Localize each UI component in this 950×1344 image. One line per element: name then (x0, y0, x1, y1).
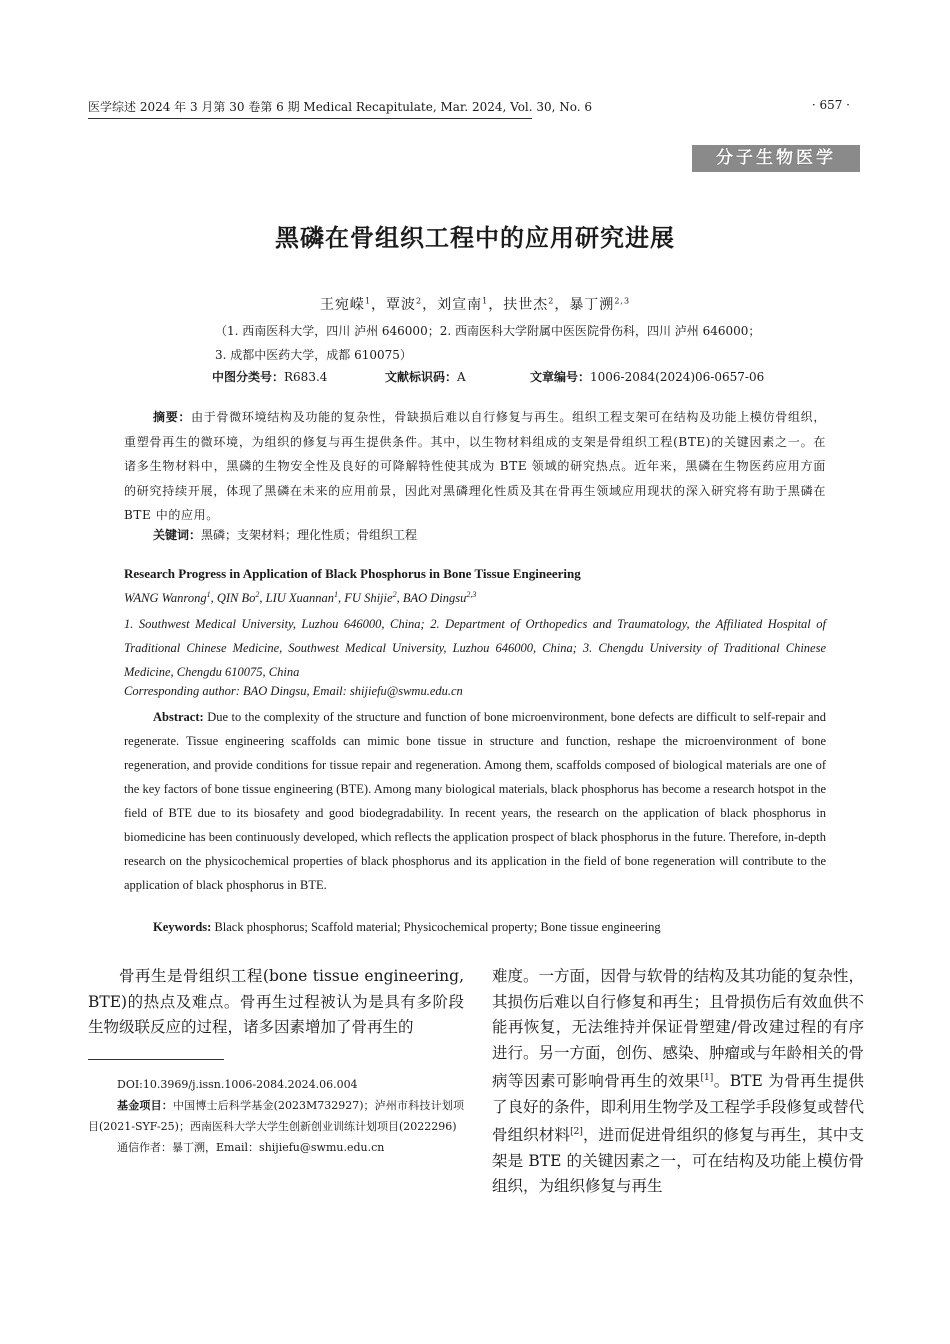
english-author-affiliation-mark: 1 (334, 590, 339, 599)
author-affiliation-mark: 2 (416, 296, 423, 306)
author-affiliation-mark: 2 (548, 296, 555, 306)
abstract-chinese-label: 摘要： (153, 410, 192, 424)
author-separator: ， (371, 297, 387, 313)
author-separator: ， (422, 297, 438, 313)
section-badge: 分子生物医学 (692, 145, 860, 172)
abstract-english-text: Due to the complexity of the structure and function of bone microenvironment, bone defects are difficult to self-repair and regenerate. Tissue engineering scaffolds can mimic bone tissue in structure and function, reshape the microenvironment of bone regeneration, and provide conditions for tissue repair and regeneration. Among them, scaffolds composed of biological materials are one of the key factors of bone tissue engineering (BTE). Among many biological materials, black phosphorus has become a research hotspot in the field of BTE due to its biosafety and good biodegradability. In recent years, the research on the application of black phosphorus in biomedicine has been continuously developed, which reflects the application prospect of black phosphorus in the future. Therefore, in-depth research on the physicochemical properties of black phosphorus and its application in the field of bone regeneration will contribute to the application of black phosphorus in BTE. (124, 710, 827, 892)
footnote-divider (88, 1059, 224, 1060)
document-code (385, 368, 466, 385)
author-name: 刘宣南 (437, 297, 483, 313)
abstract-chinese-text: 由于骨微环境结构及功能的复杂性，骨缺损后难以自行修复与再生。组织工程支架可在结构及功能上模仿骨组织，重塑骨再生的微环境，为组织的修复与再生提供条件。其中，以生物材料组成的支架是骨组织工程(BTE)的关键因素之一。在诸多生物材料中，黑磷的生物安全性及良好的可降解特性使其成为 BTE 领域的研究热点。近年来，黑磷在生物医药应用方面的研究持续开展，体现了黑磷在未来的应用前景，因此对黑磷理化性质及其在骨再生领域应用现状的深入研究将有助于黑磷在 BTE 中的应用。 (124, 410, 826, 522)
author-name: 暴丁溯 (569, 297, 615, 313)
clc-value: R683.4 (284, 370, 328, 384)
english-author-affiliation-mark: 2 (392, 590, 397, 599)
keywords-english-text: Black phosphorus; Scaffold material; Physicochemical property; Bone tissue engineering (214, 920, 661, 934)
english-author-name: WANG Wanrong (124, 591, 207, 606)
english-author-list (124, 590, 476, 606)
english-author-affiliation-mark: 1 (206, 590, 211, 599)
keywords-english-label: Keywords: (153, 920, 212, 934)
article-number-label: 文章编号： (530, 370, 591, 384)
keywords-chinese (153, 526, 417, 543)
body-text-right-column (492, 964, 864, 1200)
doi-footnote: DOI:10.3969/j.issn.1006-2084.2024.06.004 (117, 1078, 358, 1091)
english-affiliation: 1. Southwest Medical University, Luzhou 646000, China; 2. Department of Orthopedics and Traumatology, the Affiliated Hospital of Traditional Chinese Medicine, Southwest Medical University, Luzhou 646000, China; 3. Chengdu University of Traditional Chinese Medicine, Chengdu 610075, China (124, 617, 826, 679)
english-title: Research Progress in Application of Black Phosphorus in Bone Tissue Engineering (124, 566, 581, 581)
affiliation-line: （1. 西南医科大学，四川 泸州 646000；2. 西南医科大学附属中医医院骨伤科，四川 泸州 646000； (215, 324, 761, 338)
abstract-chinese (124, 405, 826, 528)
english-author-separator: , (259, 591, 266, 606)
article-number-value: 1006-2084(2024)06-0657-06 (590, 370, 765, 384)
author-affiliation-mark: 1 (482, 296, 489, 306)
body-text-segment: ，进而促进骨组织的修复与再生，其中支架是 BTE 的关键因素之一，可在结构及功能上模仿骨组织，为组织修复与再生 (492, 1126, 864, 1196)
abstract-english-label: Abstract: (153, 710, 204, 724)
english-author-affiliation-mark: 2,3 (466, 590, 477, 599)
document-code-value: A (457, 370, 466, 384)
english-author-separator: , (210, 591, 217, 606)
clc-number (212, 368, 327, 385)
funding-footnote (88, 1095, 464, 1137)
body-text-segment: 。BTE 为骨再生提供了良好的条件，即利用生物学及工程学手段修复或替代骨组织材料 (492, 1072, 865, 1145)
article-number (530, 368, 764, 385)
page-number: · 657 · (811, 98, 850, 112)
author-separator: ， (554, 297, 570, 313)
funding-label: 基金项目： (117, 1099, 173, 1112)
author-affiliation-mark: 2,3 (614, 296, 631, 306)
author-name: 王宛嵘 (319, 297, 365, 313)
corresponding-footnote: 通信作者：暴丁溯，Email：shijiefu@swmu.edu.cn (117, 1141, 385, 1154)
citation-reference[interactable]: [1] (700, 1073, 714, 1083)
author-name: 扶世杰 (503, 297, 549, 313)
funding-text: 中国博士后科学基金(2023M732927)；泸州市科技计划项目(2021-SYF-25)；西南医科大学大学生创新创业训练计划项目(2022296) (88, 1099, 464, 1133)
body-text-segment: 难度。一方面，因骨与软骨的结构及其功能的复杂性，其损伤后难以自行修复和再生；且骨损伤后有效血供不能再恢复，无法维持并保证骨塑建/骨改建过程的有序进行。另一方面，创伤、感染、肿瘤或与年龄相关的骨病等因素可影响骨再生的效果 (492, 967, 865, 1091)
author-affiliation-mark: 1 (364, 296, 372, 306)
keywords-chinese-text: 黑磷；支架材料；理化性质；骨组织工程 (201, 528, 418, 542)
keywords-english (153, 920, 661, 935)
body-text-left-column: 骨再生是骨组织工程(bone tissue engineering, BTE)的热点及难点。骨再生过程被认为是具有多阶段生物级联反应的过程，诸多因素增加了骨再生的 (88, 967, 464, 1036)
running-head: 医学综述 2024 年 3 月第 30 卷第 6 期 Medical Recapitulate, Mar. 2024, Vol. 30, No. 6 (88, 98, 532, 119)
document-code-label: 文献标识码： (385, 370, 458, 384)
affiliation-line: 3. 成都中医药大学，成都 610075） (215, 348, 412, 362)
english-author-affiliation-mark: 2 (255, 590, 260, 599)
english-author-separator: , (338, 591, 345, 606)
english-author-name: QIN Bo (216, 591, 256, 606)
keywords-chinese-label: 关键词： (153, 528, 202, 542)
english-author-name: BAO Dingsu (402, 591, 467, 606)
author-separator: ， (488, 297, 504, 313)
english-author-separator: , (396, 591, 403, 606)
author-list (0, 294, 950, 314)
abstract-english (124, 705, 826, 897)
paper-title: 黑磷在骨组织工程中的应用研究进展 (275, 224, 675, 252)
author-name: 覃波 (386, 297, 417, 313)
footnotes (88, 1074, 464, 1158)
english-author-name: FU Shijie (344, 591, 393, 606)
english-corresponding-author: Corresponding author: BAO Dingsu, Email: shijiefu@swmu.edu.cn (124, 684, 463, 698)
english-author-name: LIU Xuannan (265, 591, 335, 606)
citation-reference[interactable]: [2] (570, 1127, 583, 1138)
clc-label: 中图分类号： (212, 370, 285, 384)
